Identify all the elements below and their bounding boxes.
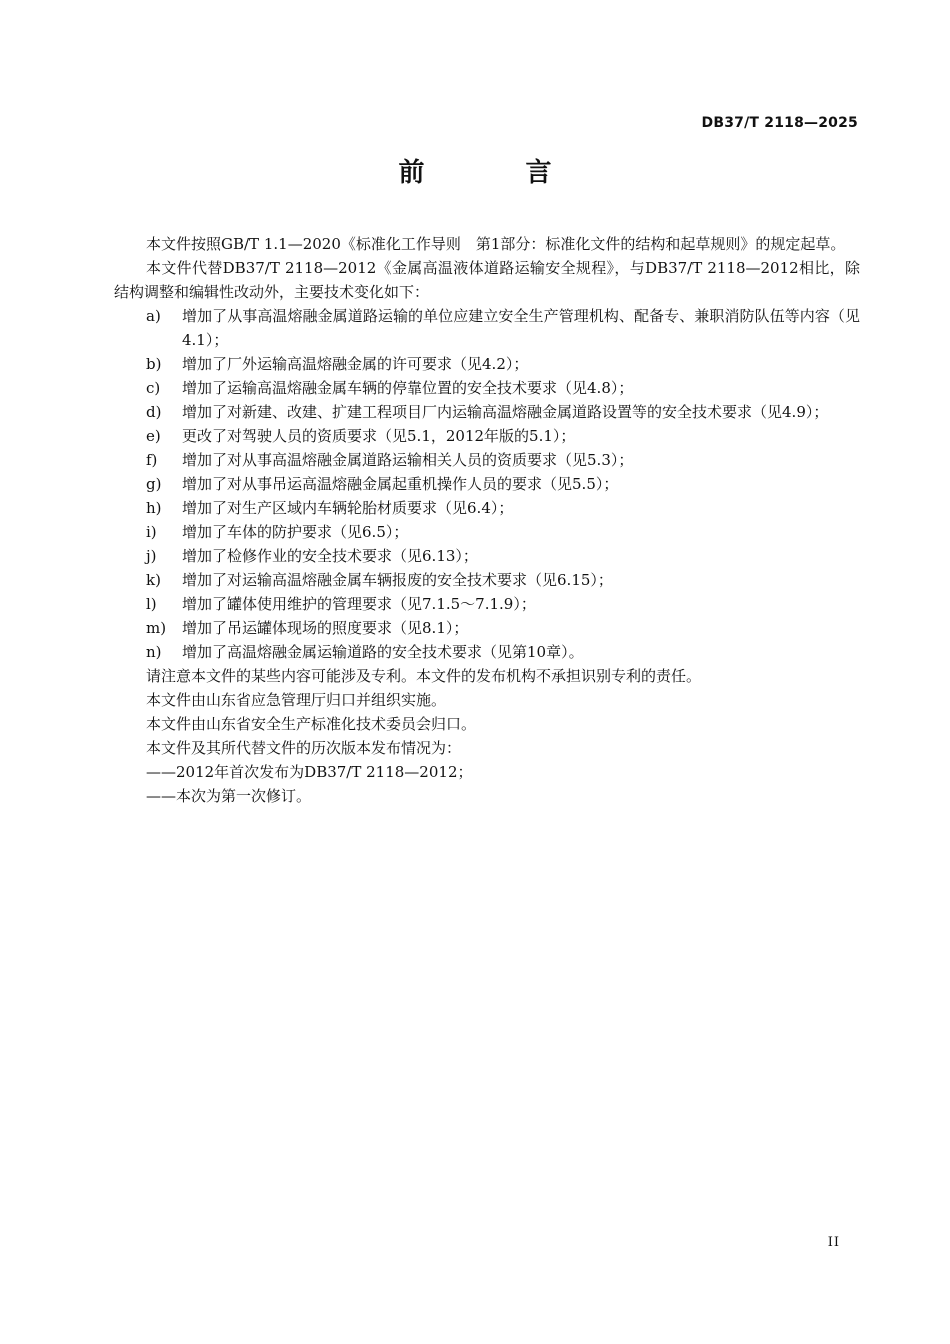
list-item — [114, 592, 860, 616]
page-title: 前 言 — [398, 158, 598, 188]
list-marker: d) — [146, 403, 162, 421]
list-item — [114, 400, 860, 424]
list-marker: b) — [146, 355, 162, 373]
proposer-statement: 本文件由山东省应急管理厅归口并组织实施。 — [146, 691, 447, 709]
list-item-text: 增加了对从事吊运高温熔融金属起重机操作人员的要求（见5.5）； — [182, 475, 619, 493]
list-marker: j) — [146, 547, 157, 565]
list-marker: g) — [146, 475, 162, 493]
list-marker: h) — [146, 499, 162, 517]
foreword-body — [114, 232, 860, 808]
committee-statement: 本文件由山东省安全生产标准化技术委员会归口。 — [146, 715, 477, 733]
list-item-text: 增加了对运输高温熔融金属车辆报废的安全技术要求（见6.15）； — [182, 571, 613, 589]
list-marker: l) — [146, 595, 157, 613]
replacement-paragraph: 本文件代替DB37/T 2118—2012《金属高温液体道路运输安全规程》，与DB37/T 2118—2012相比，除结构调整和编辑性改动外，主要技术变化如下： — [114, 259, 860, 301]
list-marker: i) — [146, 523, 157, 541]
page-number: II — [827, 1235, 840, 1250]
list-item-text: 增加了车体的防护要求（见6.5）； — [182, 523, 409, 541]
list-item-text: 更改了对驾驶人员的资质要求（见5.1，2012年版的5.1）； — [182, 427, 576, 445]
list-marker: a) — [146, 307, 161, 325]
list-item — [114, 616, 860, 640]
list-item-text: 增加了运输高温熔融金属车辆的停靠位置的安全技术要求（见4.8）； — [182, 379, 634, 397]
list-item-text: 增加了吊运罐体现场的照度要求（见8.1）； — [182, 619, 469, 637]
history-intro: 本文件及其所代替文件的历次版本发布情况为： — [146, 739, 462, 757]
list-item — [114, 352, 860, 376]
history-item: ——本次为第一次修订。 — [146, 787, 312, 805]
list-item — [114, 496, 860, 520]
list-item-text: 增加了厂外运输高温熔融金属的许可要求（见4.2）； — [182, 355, 529, 373]
list-item — [114, 640, 860, 664]
document-code: DB37/T 2118—2025 — [701, 115, 858, 131]
drafting-paragraph: 本文件按照GB/T 1.1—2020《标准化工作导则 第1部分：标准化文件的结构和起草规则》的规定起草。 — [146, 235, 846, 253]
list-marker: e) — [146, 427, 161, 445]
list-item — [114, 424, 860, 448]
list-marker: k) — [146, 571, 161, 589]
list-marker: c) — [146, 379, 161, 397]
history-item: ——2012年首次发布为DB37/T 2118—2012； — [146, 763, 473, 781]
list-item-text: 增加了对新建、改建、扩建工程项目厂内运输高温熔融金属道路设置等的安全技术要求（见4.9）； — [182, 403, 829, 421]
list-item-text: 增加了从事高温熔融金属道路运输的单位应建立安全生产管理机构、配备专、兼职消防队伍等内容（见4.1）； — [182, 307, 860, 349]
list-marker: m) — [146, 619, 167, 637]
changes-list — [114, 304, 860, 664]
list-item — [114, 472, 860, 496]
list-item — [114, 304, 860, 352]
list-item — [114, 568, 860, 592]
list-item-text: 增加了罐体使用维护的管理要求（见7.1.5～7.1.9）； — [182, 595, 536, 613]
list-item — [114, 448, 860, 472]
list-item — [114, 544, 860, 568]
list-item-text: 增加了对从事高温熔融金属道路运输相关人员的资质要求（见5.3）； — [182, 451, 634, 469]
list-item-text: 增加了对生产区域内车辆轮胎材质要求（见6.4）； — [182, 499, 514, 517]
list-marker: n) — [146, 643, 162, 661]
list-item-text: 增加了检修作业的安全技术要求（见6.13）； — [182, 547, 478, 565]
list-item — [114, 376, 860, 400]
list-item — [114, 520, 860, 544]
list-marker: f) — [146, 451, 158, 469]
list-item-text: 增加了高温熔融金属运输道路的安全技术要求（见第10章）。 — [182, 643, 584, 661]
patent-notice: 请注意本文件的某些内容可能涉及专利。本文件的发布机构不承担识别专利的责任。 — [146, 667, 702, 685]
